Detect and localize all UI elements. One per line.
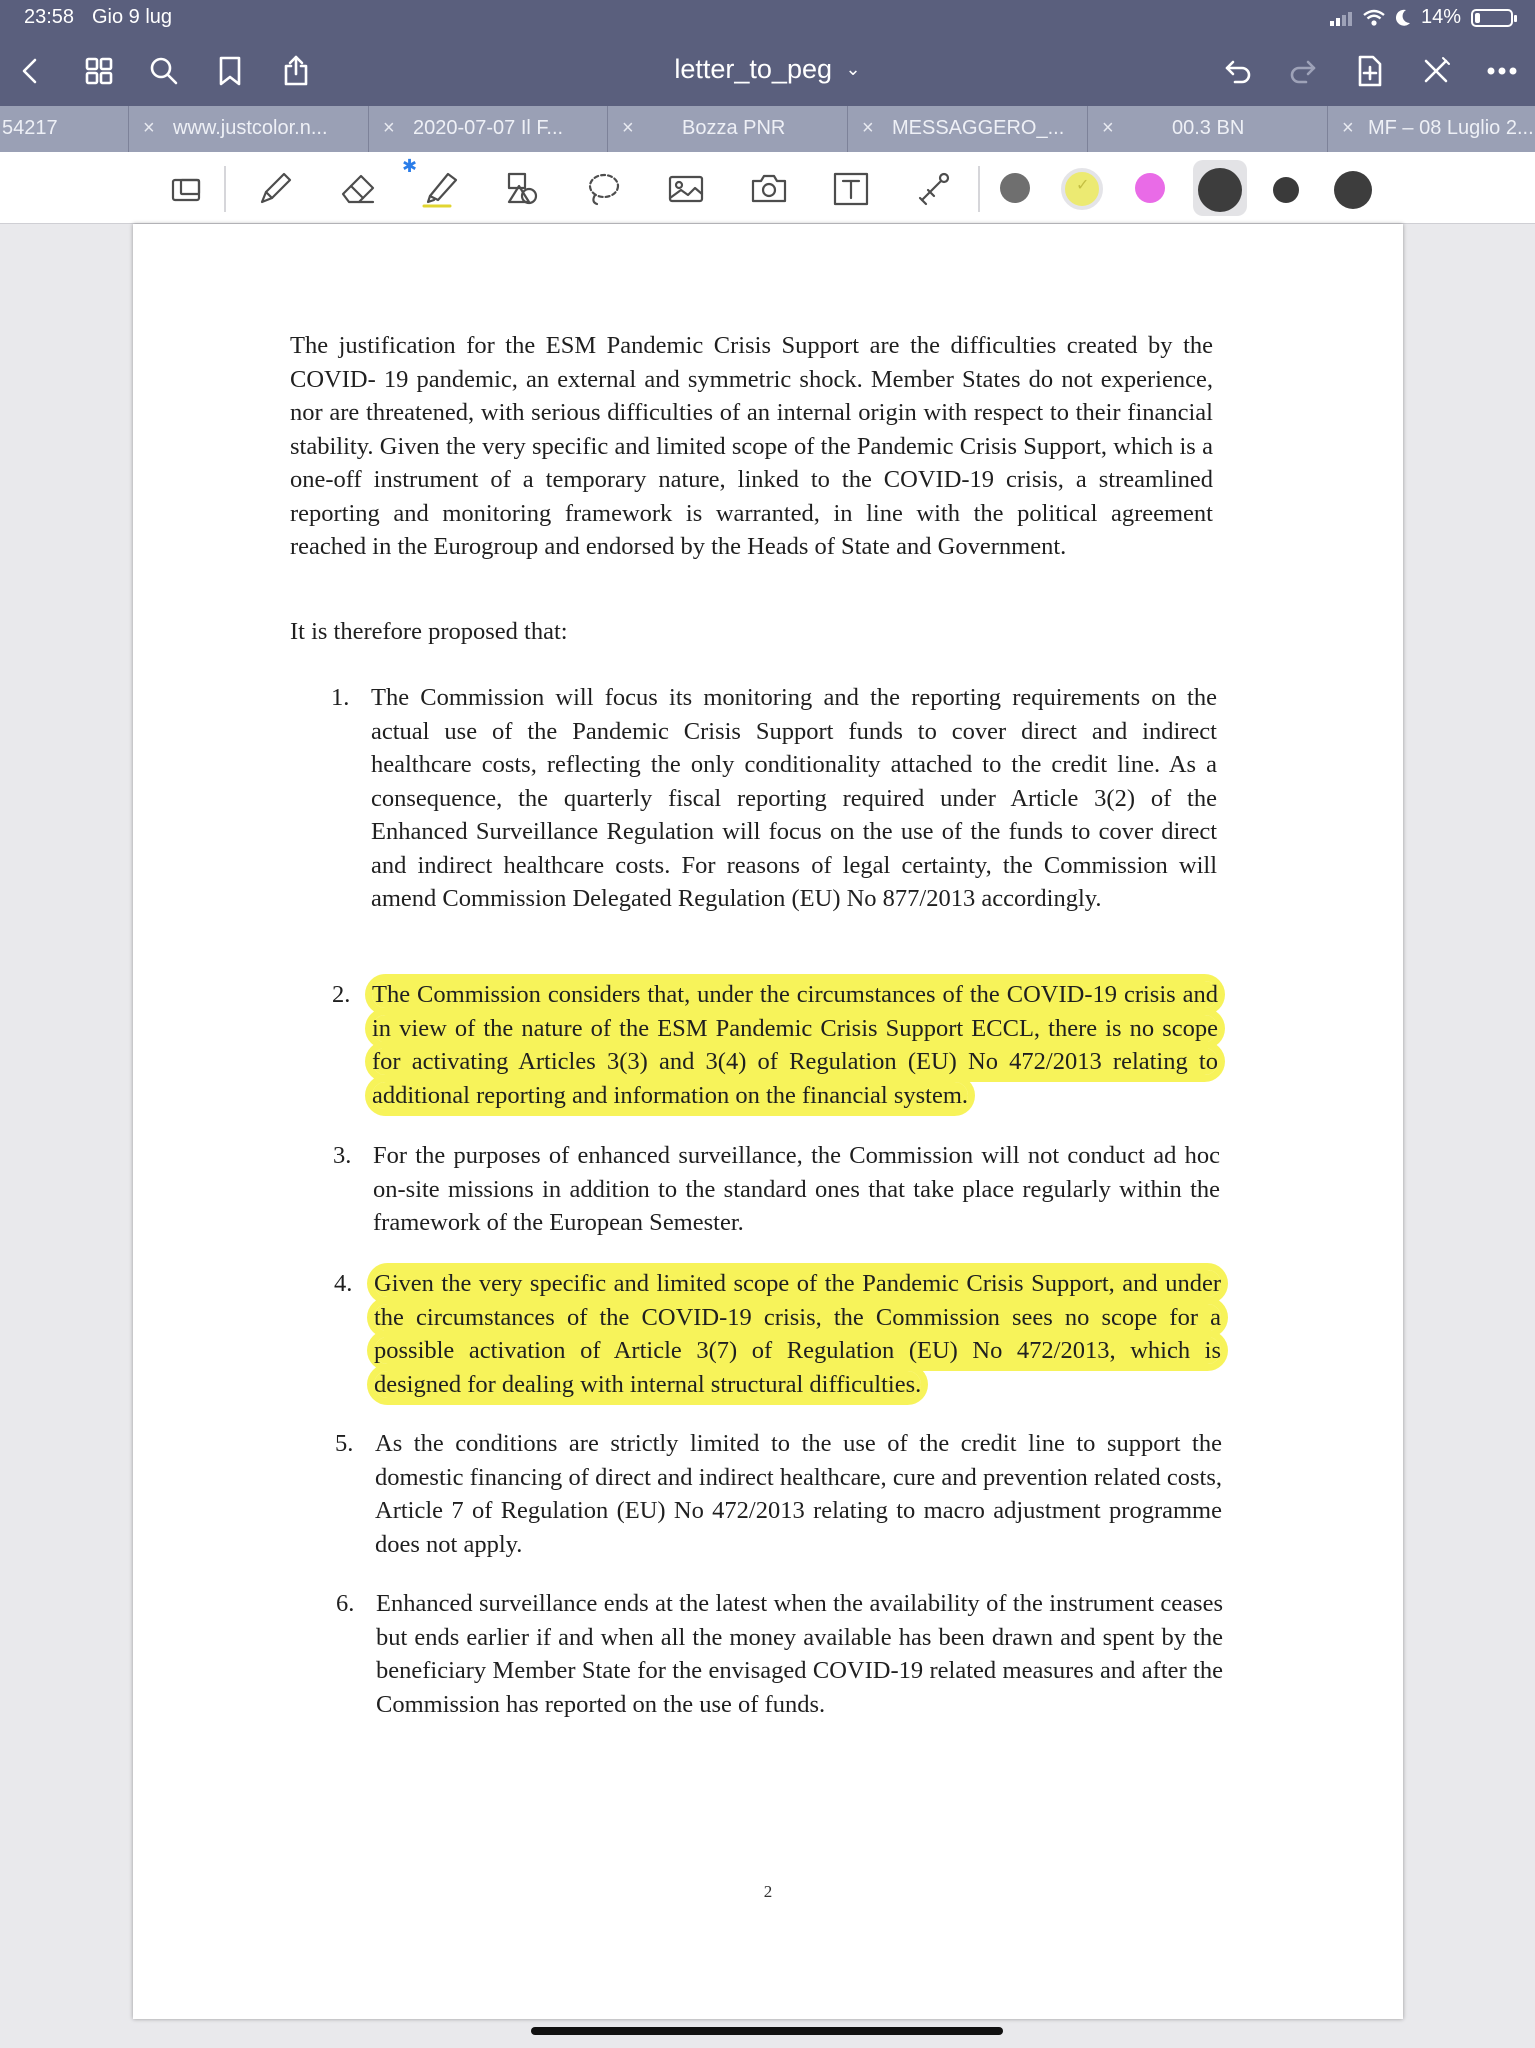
list-text: Given the very specific and limited scope of the Pandemic Crisis Support, and under the circumstances of the COVID-19 crisis, the Commission sees no scope for a possible activation of Article 3(7) of Regulation (EU) No 472/2013, which is designed for dealing with internal structural difficulties. — [374, 1270, 1221, 1398]
list-item — [333, 1139, 1220, 1240]
highlighter-icon — [420, 168, 462, 210]
battery-percent: 14% — [1420, 6, 1461, 28]
toolbar-divider — [978, 166, 980, 212]
more-icon — [1485, 54, 1519, 88]
toolbar-divider — [224, 166, 226, 212]
list-text: For the purposes of enhanced surveillance, the Commission will not conduct ad hoc on-site missions in addition to the standard ones that take place regularly within the framework of the European Semester. — [373, 1142, 1220, 1236]
shapes-tool[interactable] — [497, 164, 547, 214]
list-text: The Commission will focus its monitoring and the reporting requirements on the actual use of the Pandemic Crisis Support funds to cover direct and indirect healthcare costs, reflecting the only conditionality attached to the credit line. As a consequence, the quarterly fiscal reporting required under Article 3(2) of the Enhanced Surveillance Regulation will focus on the use of the funds to cover direct and indirect healthcare costs. For reasons of legal certainty, the Commission will amend Commission Delegated Regulation (EU) No 877/2013 accordingly. — [371, 684, 1217, 912]
status-bar — [0, 0, 1535, 36]
pen-icon — [254, 168, 296, 210]
tab-7[interactable] — [1328, 106, 1535, 152]
list-number: 4. — [334, 1270, 353, 1297]
wifi-icon — [1363, 9, 1385, 27]
eraser-tool[interactable] — [333, 164, 383, 214]
text-tool[interactable] — [826, 164, 876, 214]
tab-3[interactable] — [369, 106, 608, 152]
tab-label: www.justcolor.n... — [173, 117, 328, 139]
close-tab-icon[interactable]: × — [383, 117, 395, 139]
tab-label: 00.3 BN — [1172, 117, 1245, 139]
eraser-icon — [337, 168, 379, 210]
list-number: 3. — [333, 1142, 352, 1169]
camera-tool[interactable] — [744, 164, 794, 214]
close-tab-icon[interactable]: × — [143, 117, 155, 139]
tab-5[interactable] — [848, 106, 1088, 152]
camera-icon — [748, 168, 790, 210]
more-button[interactable] — [1479, 48, 1525, 94]
laser-pointer-tool[interactable] — [908, 164, 958, 214]
moon-icon — [1395, 9, 1411, 27]
home-indicator[interactable] — [531, 2027, 1003, 2035]
close-tab-icon[interactable]: × — [862, 117, 874, 139]
list-item — [331, 681, 1217, 916]
list-number: 6. — [336, 1590, 355, 1617]
close-pen-icon — [1419, 54, 1453, 88]
battery-level — [1475, 13, 1480, 23]
close-tab-icon[interactable]: × — [622, 117, 634, 139]
zoom-window-icon — [165, 168, 207, 210]
list-item-highlighted — [334, 1267, 1221, 1401]
list-text: As the conditions are strictly limited to the use of the credit line to support the domestic financing of direct and indirect healthcare, cure and prevention related costs, Article 7 of Regulation (EU) No 472/2013 relating to macro adjustment programme does not apply. — [375, 1430, 1222, 1558]
selected-check-icon: ✓ — [1076, 177, 1090, 194]
list-item-highlighted — [332, 978, 1218, 1112]
close-tab-icon[interactable]: × — [1342, 117, 1354, 139]
text-box-icon — [830, 168, 872, 210]
bluetooth-icon: ✱ — [402, 156, 418, 176]
status-indicators — [1329, 6, 1513, 29]
laser-pointer-icon — [912, 168, 954, 210]
color-swatch-gray[interactable] — [1000, 173, 1030, 203]
tab-2[interactable] — [129, 106, 369, 152]
document-tabs — [0, 106, 1535, 152]
thickness-large[interactable] — [1198, 168, 1242, 212]
chevron-down-icon: ⌄ — [845, 59, 861, 79]
pdf-page — [133, 224, 1403, 2019]
list-item — [335, 1427, 1222, 1561]
list-number: 1. — [331, 684, 350, 711]
shapes-icon — [501, 168, 543, 210]
image-tool[interactable] — [661, 164, 711, 214]
tab-label: Bozza PNR — [682, 117, 786, 139]
status-time: 23:58 — [24, 6, 75, 28]
cellular-signal-icon — [1329, 10, 1353, 26]
lasso-icon — [583, 168, 625, 210]
image-icon — [665, 168, 707, 210]
undo-button[interactable] — [1215, 48, 1261, 94]
tab-1[interactable] — [0, 106, 129, 152]
pen-mode-toggle[interactable] — [1413, 48, 1459, 94]
battery-icon — [1471, 9, 1513, 27]
add-page-button[interactable] — [1347, 48, 1393, 94]
add-page-icon — [1353, 54, 1387, 88]
list-number: 5. — [335, 1430, 354, 1457]
close-tab-icon[interactable]: × — [1102, 117, 1114, 139]
color-swatch-pink[interactable] — [1135, 173, 1165, 203]
document-title: letter_to_peg — [674, 54, 832, 84]
tab-label: 2020-07-07 Il F... — [413, 117, 564, 139]
zoom-window-button[interactable] — [161, 164, 211, 214]
list-text: Enhanced surveillance ends at the latest when the availability of the instrument ceases but ends earlier if and when all the money available has been drawn and spent by the beneficiary Member State for the envisaged COVID-19 related measures and after the Commission has reported on the use of funds. — [376, 1590, 1223, 1718]
navigation-bar — [0, 36, 1535, 106]
page-number: 2 — [763, 1882, 773, 1901]
list-text: The Commission considers that, under the circumstances of the COVID-19 crisis and in view of the nature of the ESM Pandemic Crisis Support ECCL, there is no scope for activating Articles 3(3) and 3(4) of Regulation (EU) No 472/2013 relating to additional reporting and information on the financial system. — [372, 981, 1218, 1109]
tab-6[interactable] — [1088, 106, 1328, 152]
redo-icon — [1286, 54, 1320, 88]
intro-paragraph: The justification for the ESM Pandemic Crisis Support are the difficulties created by the COVID- 19 pandemic, an external and symmetric shock. Member States do not experience, nor are threatened, with serious difficulties of an internal origin with respect to their financial stability. Given the very specific and limited scope of the Pandemic Crisis Support, which is a one-off instrument of a temporary nature, linked to the COVID-19 crisis, a streamlined reporting and monitoring framework is warranted, in line with the political agreement reached in the Eurogroup and endorsed by the Heads of State and Government. — [290, 332, 1213, 560]
redo-button[interactable] — [1280, 48, 1326, 94]
tab-label: MESSAGGERO_... — [892, 117, 1065, 139]
list-item — [336, 1587, 1223, 1721]
tab-label: 54217 — [2, 117, 58, 139]
thickness-small[interactable] — [1273, 177, 1299, 203]
thickness-medium[interactable] — [1334, 171, 1372, 209]
undo-icon — [1221, 54, 1255, 88]
pen-tool[interactable] — [250, 164, 300, 214]
highlighter-tool[interactable] — [402, 156, 466, 214]
list-number: 2. — [332, 981, 351, 1008]
lead-sentence: It is therefore proposed that: — [290, 618, 568, 645]
status-date: Gio 9 lug — [92, 6, 173, 28]
tab-4[interactable] — [608, 106, 848, 152]
tab-label: MF – 08 Luglio 2... — [1368, 117, 1534, 139]
annotation-toolbar — [0, 152, 1535, 224]
color-swatch-yellow[interactable] — [1061, 168, 1103, 210]
lasso-tool[interactable] — [579, 164, 629, 214]
